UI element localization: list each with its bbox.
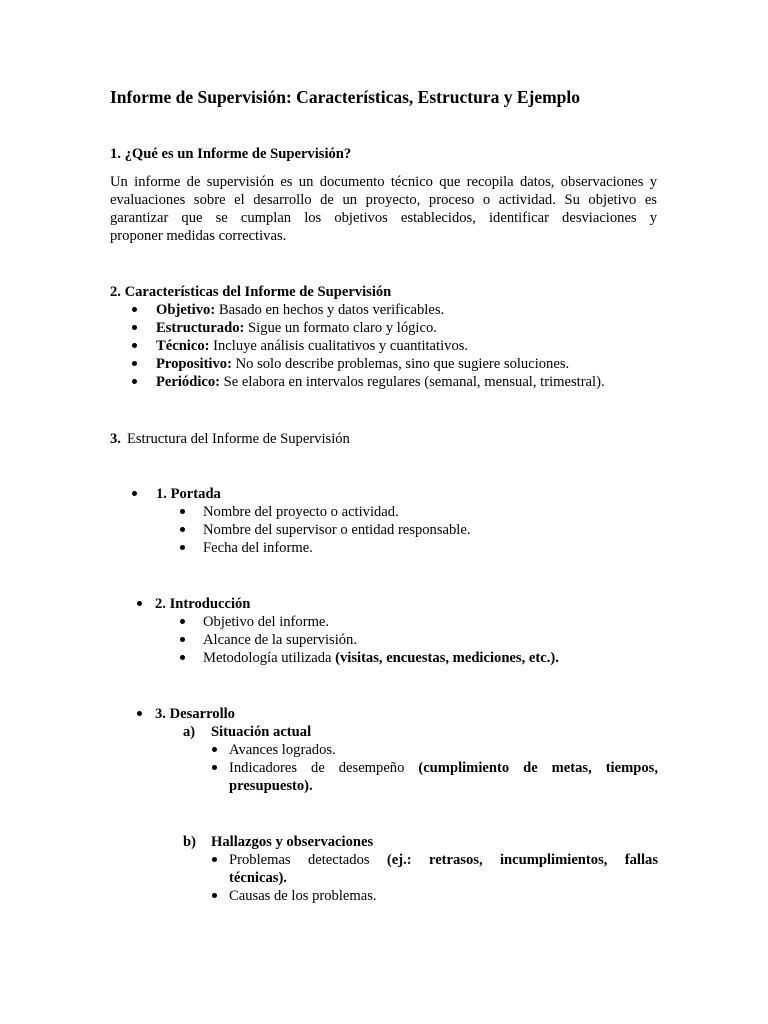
list-item-text: Metodología utilizada [203,650,336,666]
list-item-term: Objetivo: [156,302,216,318]
section-3-title: Estructura del Informe de Supervisión [126,431,350,447]
list-item [132,319,437,337]
list-item-text: No solo describe problemas, sino que sugiere soluciones. [231,356,570,372]
section-1-paragraph-line: Un informe de supervisión es un documento técnico que recopila datos, observaciones y [110,174,657,190]
list-item-text: Nombre del proyecto o actividad. [203,504,399,520]
list-item [212,759,658,795]
section-1-paragraph-line: evaluaciones sobre el desarrollo de un proyecto, proceso o actividad. Su objetivo es [110,192,657,208]
list-item [132,355,569,373]
list-item-text: Objetivo del informe. [203,614,330,630]
section-2-heading: 2. Características del Informe de Supervisión [110,284,392,300]
bullet-icon [180,619,185,624]
list-item [212,887,377,905]
bullet-icon [180,509,185,514]
bullet-icon [212,893,217,898]
list-item-bold-text: (ej.: retrasos, incumplimientos, fallas [386,852,658,868]
list-item-text: Alcance de la supervisión. [203,632,357,648]
subsection-a-letter: a) [183,724,196,740]
subsection-b-label: Hallazgos y observaciones [211,834,374,850]
list-item-text: Causas de los problemas. [229,888,377,904]
list-item-text: Incluye análisis cualitativos y cuantitativos. [209,338,469,354]
list-item-bold-text: (visitas, encuestas, mediciones, etc.). [335,650,559,666]
bullet-icon [137,711,142,716]
list-item-text: Basado en hechos y datos verificables. [215,302,445,318]
list-item [132,337,468,355]
bullet-icon [212,765,217,770]
section-1-paragraph-line: garantizar que se cumplan los objetivos establecidos, identificar desviaciones y [110,210,657,226]
bullet-icon [212,857,217,862]
bullet-icon [132,325,137,330]
list-item-term: Periódico: [156,374,221,390]
list-item-text: Fecha del informe. [203,540,313,556]
section-3-number: 3. [110,431,121,447]
desarrollo-label: 3. Desarrollo [155,706,235,722]
subsection-a-label: Situación actual [211,724,312,740]
bullet-icon [212,747,217,752]
bullet-icon [180,637,185,642]
list-item-bold-text: técnicas). [229,870,287,886]
list-item [180,521,470,539]
list-item [132,301,444,319]
introduccion-label: 2. Introducción [155,596,251,612]
list-item [180,503,399,521]
bullet-icon [180,527,185,532]
list-item [180,613,329,631]
subsection-b-letter: b) [183,834,196,850]
portada-item [132,485,221,503]
portada-label: 1. Portada [156,486,221,502]
bullet-icon [132,361,137,366]
list-item [212,851,658,887]
section-3-heading [110,430,350,448]
list-item-text: Se elabora en intervalos regulares (semanal, mensual, trimestral). [220,374,605,390]
list-item-text: Avances logrados. [229,742,336,758]
introduccion-item [137,595,250,613]
list-item-text: Nombre del supervisor o entidad responsable. [203,522,471,538]
bullet-icon [132,343,137,348]
list-item-term: Técnico: [156,338,210,354]
list-item [132,373,605,391]
list-item [180,649,559,667]
bullet-icon [180,655,185,660]
list-item-text: Sigue un formato claro y lógico. [244,320,437,336]
bullet-icon [132,491,137,496]
document-title: Informe de Supervisión: Características, Estructura y Ejemplo [110,87,581,107]
list-item [212,741,336,759]
bullet-icon [132,307,137,312]
list-item-term: Propositivo: [156,356,232,372]
list-item-text: Indicadores de desempeño [229,760,419,776]
list-item [180,631,357,649]
list-item [180,539,313,557]
list-item-bold-text: (cumplimiento de metas, tiempos, [418,760,658,776]
section-1-heading: 1. ¿Qué es un Informe de Supervisión? [110,146,352,162]
bullet-icon [180,545,185,550]
desarrollo-item [137,705,235,723]
bullet-icon [137,601,142,606]
bullet-icon [132,379,137,384]
section-1-paragraph-line: proponer medidas correctivas. [110,228,287,244]
list-item-term: Estructurado: [156,320,245,336]
list-item-bold-text: presupuesto). [229,778,313,794]
list-item-text: Problemas detectados [229,852,387,868]
